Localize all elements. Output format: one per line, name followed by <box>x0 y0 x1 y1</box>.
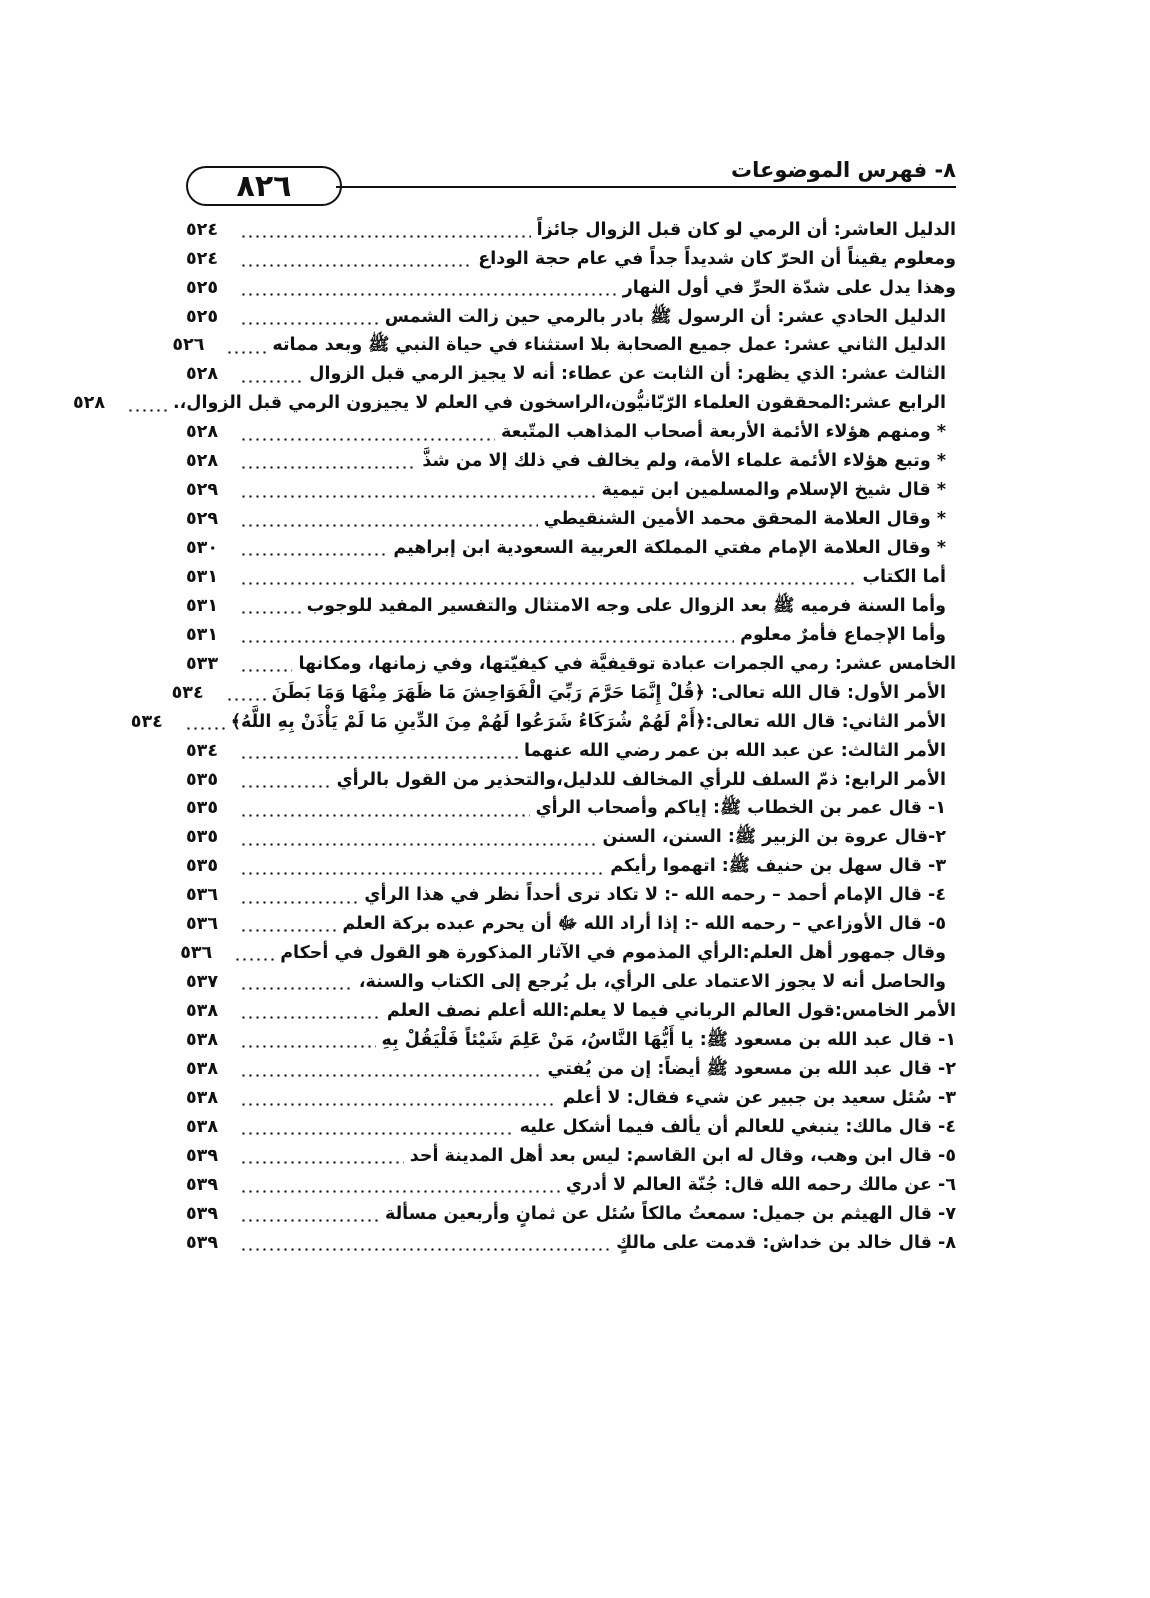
dot-leader <box>240 540 387 557</box>
toc-page-number: ٥٣٥ <box>186 856 219 877</box>
dot-leader <box>240 627 734 644</box>
dot-leader <box>240 367 303 384</box>
dot-leader <box>226 685 266 702</box>
toc-entry-text: الخامس عشر: رمي الجمرات عبادة توقيفيَّة في كيفيّتها، وفي زمانها، ومكانها <box>298 653 956 674</box>
toc-page-number: ٥٢٥ <box>186 306 219 327</box>
dot-leader <box>240 801 530 818</box>
toc-entry-text: الدليل العاشر: أن الرمي لو كان قبل الزوال جائزاً <box>536 219 956 240</box>
toc-entry[interactable] <box>186 737 956 766</box>
dot-leader <box>240 1148 404 1165</box>
toc-page-number: ٥٣٤ <box>171 682 204 703</box>
dot-leader <box>240 425 495 442</box>
toc-entry-text: الأمر الخامس:قول العالم الرباني فيما لا يعلم:الله أعلم نصف العلم <box>386 1001 956 1022</box>
toc-entry-text: الرابع عشر:المحققون العلماء الرّبّانيُّون،الراسخون في العلم لا يجيزون الرمي قبل الزوال،. <box>172 393 946 414</box>
toc-entry[interactable] <box>186 1171 956 1200</box>
toc-page-number: ٥٣١ <box>186 624 219 645</box>
page-number-badge: ٨٢٦ <box>186 166 342 206</box>
toc-page-number: ٥٣٥ <box>186 798 219 819</box>
toc-entry[interactable] <box>186 621 956 650</box>
toc-entry[interactable] <box>186 563 956 592</box>
dot-leader <box>240 569 856 586</box>
toc-entry[interactable] <box>186 853 956 882</box>
toc-page-number: ٥٢٨ <box>186 364 219 385</box>
toc-entry-text: الأمر الثالث: عن عبد الله بن عمر رضي الله عنهما <box>523 740 946 761</box>
toc-entry-text: * ومنهم هؤلاء الأئمة الأربعة أصحاب المذاهب المتّبعة <box>501 422 946 443</box>
toc-page-number: ٥٣٣ <box>186 653 219 674</box>
toc-entry-text: الدليل الثاني عشر: عمل جميع الصحابة بلا استثناء في حياة النبي ﷺ وبعد مماته <box>272 335 946 356</box>
toc-page-number: ٥٣٥ <box>186 769 219 790</box>
toc-entry[interactable] <box>186 882 956 911</box>
toc-entry-text: ٤- قال مالك: ينبغي للعالم أن يألف فيما أشكل عليه <box>519 1116 956 1137</box>
page-header <box>186 158 956 208</box>
toc-page-number: ٥٢٤ <box>186 219 219 240</box>
toc-entry-text: ٨- قال خالد بن خداش: قدمت على مالكٍ <box>616 1232 956 1253</box>
toc-entry-text: والحاصل أنه لا يجوز الاعتماد على الرأي، بل يُرجع إلى الكتاب والسنة، <box>358 972 946 993</box>
table-of-contents <box>72 216 956 1258</box>
toc-entry[interactable] <box>186 766 956 795</box>
toc-entry-text: الدليل الحادي عشر: أن الرسول ﷺ بادر بالرمي حين زالت الشمس <box>384 306 946 327</box>
toc-entry[interactable] <box>186 795 956 824</box>
toc-page-number: ٥٣٦ <box>180 943 213 964</box>
toc-entry[interactable] <box>186 911 956 940</box>
toc-entry[interactable] <box>180 939 956 968</box>
dot-leader <box>240 511 538 528</box>
dot-leader <box>240 1032 376 1049</box>
toc-page-number: ٥٢٩ <box>186 509 219 530</box>
toc-entry[interactable] <box>186 1084 956 1113</box>
dot-leader <box>240 309 379 326</box>
toc-entry[interactable] <box>186 1113 956 1142</box>
toc-page-number: ٥٣٩ <box>186 1203 219 1224</box>
toc-entry-text: ١- قال عمر بن الخطاب ﷺ: إياكم وأصحاب الرأي <box>535 798 946 819</box>
toc-entry-text: ١- قال عبد الله بن مسعود ﷺ: يا أَيُّهَا النَّاسُ، مَنْ عَلِمَ شَيْئاً فَلْيَقُلْ بِهِ <box>381 1029 956 1050</box>
toc-entry-text: وهذا يدل على شدّة الحرِّ في أول النهار <box>622 277 956 298</box>
dot-leader <box>240 222 531 239</box>
toc-entry[interactable] <box>186 592 956 621</box>
toc-entry[interactable] <box>186 505 956 534</box>
dot-leader <box>240 772 331 789</box>
dot-leader <box>240 1235 610 1252</box>
toc-entry-text: ومعلوم يقيناً أن الحرّ كان شديداً جداً في عام حجة الوداع <box>478 248 956 269</box>
toc-entry[interactable] <box>186 361 956 390</box>
toc-entry[interactable] <box>186 1055 956 1084</box>
toc-entry[interactable] <box>186 448 956 477</box>
header-rule <box>336 186 956 188</box>
dot-leader <box>127 396 167 413</box>
dot-leader <box>240 1177 560 1194</box>
toc-entry[interactable] <box>130 708 956 737</box>
toc-page-number: ٥٣٩ <box>186 1174 219 1195</box>
toc-entry-text: ٢- قال عبد الله بن مسعود ﷺ أيضاً: إن من يُفتي <box>547 1058 956 1079</box>
toc-entry-text: الأمر الثاني: قال الله تعالى:﴿أَمْ لَهُمْ شُرَكَاءُ شَرَعُوا لَهُمْ مِنَ الدِّينِ مَا لَمْ يَأْذَنْ بِهِ اللَّهُ﴾ <box>230 711 946 732</box>
toc-entry-text: ٦- عن مالك رحمه الله قال: جُنّة العالم لا أدري <box>565 1174 956 1195</box>
toc-entry[interactable] <box>186 534 956 563</box>
toc-entry[interactable] <box>186 303 956 332</box>
toc-entry-text: ٤- قال الإمام أحمد – رحمه الله -: لا تكاد ترى أحداً نظر في هذا الرأي <box>364 885 946 906</box>
dot-leader <box>240 453 416 470</box>
toc-entry-text: * وقال العلامة الإمام مفتي المملكة العربية السعودية ابن إبراهيم <box>393 538 946 559</box>
section-title: ٨- فهرس الموضوعات <box>731 158 956 182</box>
toc-entry-text: وأما السنة فرميه ﷺ بعد الزوال على وجه الامتثال والتفسير المفيد للوجوب <box>306 595 946 616</box>
toc-entry-text: ٥- قال الأوزاعي – رحمه الله -: إذا أراد الله ﷻ أن يحرم عبده بركة العلم <box>342 914 946 935</box>
toc-page-number: ٥٢٨ <box>72 393 106 414</box>
toc-page-number: ٥٣٤ <box>130 711 163 732</box>
toc-page-number: ٥٣٦ <box>186 914 219 935</box>
toc-entry[interactable] <box>186 419 956 448</box>
toc-entry-text: الأمر الرابع: ذمّ السلف للرأي المخالف للدليل،والتحذير من القول بالرأي <box>336 769 946 790</box>
dot-leader <box>240 280 617 297</box>
dot-leader <box>240 916 336 933</box>
dot-leader <box>240 1119 514 1136</box>
toc-entry[interactable] <box>186 650 956 679</box>
toc-page-number: ٥٢٩ <box>186 480 219 501</box>
toc-page-number: ٥٣٨ <box>186 1087 219 1108</box>
toc-page-number: ٥٣٠ <box>186 538 219 559</box>
dot-leader <box>240 743 518 760</box>
toc-entry-text: وقال جمهور أهل العلم:الرأي المذموم في الآثار المذكورة هو القول في أحكام <box>280 943 946 964</box>
toc-entry-text: * وتبع هؤلاء الأئمة علماء الأمة، ولم يخالف في ذلك إلا من شذَّ <box>422 451 946 472</box>
dot-leader <box>240 859 604 876</box>
dot-leader <box>240 1090 557 1107</box>
dot-leader <box>240 598 301 615</box>
toc-entry[interactable] <box>186 997 956 1026</box>
toc-entry[interactable] <box>186 245 956 274</box>
dot-leader <box>240 830 597 847</box>
toc-page-number: ٥٣٨ <box>186 1001 219 1022</box>
toc-page-number: ٥٣٨ <box>186 1058 219 1079</box>
toc-entry[interactable] <box>72 390 956 419</box>
dot-leader <box>226 338 266 355</box>
toc-page-number: ٥٣٦ <box>186 885 219 906</box>
toc-entry-text: ٣- قال سهل بن حنيف ﷺ: اتهموا رأيكم <box>610 856 946 877</box>
dot-leader <box>240 1061 542 1078</box>
toc-entry-text: الأمر الأول: قال الله تعالى: ﴿قُلْ إِنَّمَا حَرَّمَ رَبِّيَ الْفَوَاحِشَ مَا ظَهَرَ مِنْهَا وَمَا بَطَنَ <box>271 682 946 703</box>
dot-leader <box>234 945 274 962</box>
toc-page-number: ٥٣٤ <box>186 740 219 761</box>
toc-entry[interactable] <box>172 332 956 361</box>
dot-leader <box>240 888 358 905</box>
toc-entry[interactable] <box>186 274 956 303</box>
toc-page-number: ٥٣١ <box>186 595 219 616</box>
toc-entry[interactable] <box>186 216 956 245</box>
toc-page-number: ٥٢٤ <box>186 248 219 269</box>
toc-entry-text: ٥- قال ابن وهب، وقال له ابن القاسم: ليس بعد أهل المدينة أحد <box>409 1145 956 1166</box>
toc-entry[interactable] <box>186 824 956 853</box>
toc-page-number: ٥٢٨ <box>186 451 219 472</box>
toc-entry-text: ٣- سُئل سعيد بن جبير عن شيء فقال: لا أعلم <box>562 1087 956 1108</box>
toc-entry[interactable] <box>171 679 956 708</box>
toc-entry-text: * وقال العلامة المحقق محمد الأمين الشنقيطي <box>543 509 946 530</box>
toc-page-number: ٥٣٨ <box>186 1116 219 1137</box>
dot-leader <box>240 656 292 673</box>
dot-leader <box>240 1003 381 1020</box>
toc-entry[interactable] <box>186 1026 956 1055</box>
toc-page-number: ٥٣٩ <box>186 1145 219 1166</box>
toc-page-number: ٥٣١ <box>186 566 219 587</box>
toc-entry[interactable] <box>186 1200 956 1229</box>
dot-leader <box>240 1206 379 1223</box>
toc-entry[interactable] <box>186 476 956 505</box>
toc-entry-text: ٧- قال الهيثم بن جميل: سمعتُ مالكاً سُئل عن ثمانٍ وأربعين مسألة <box>385 1203 956 1224</box>
dot-leader <box>240 482 595 499</box>
toc-entry-text: ٢-قال عروة بن الزبير ﷺ: السنن، السنن <box>602 827 946 848</box>
toc-page-number: ٥٢٥ <box>186 277 219 298</box>
toc-entry-text: أما الكتاب <box>862 566 946 587</box>
toc-page-number: ٥٣٨ <box>186 1029 219 1050</box>
toc-page-number: ٥٣٩ <box>186 1232 219 1253</box>
toc-entry[interactable] <box>186 1142 956 1171</box>
dot-leader <box>240 251 472 268</box>
dot-leader <box>240 974 353 991</box>
toc-page-number: ٥٣٧ <box>186 972 219 993</box>
toc-entry-text: الثالث عشر: الذي يظهر: أن الثابت عن عطاء: أنه لا يجيز الرمي قبل الزوال <box>309 364 946 385</box>
toc-page-number: ٥٢٦ <box>172 335 205 356</box>
toc-page-number: ٥٣٥ <box>186 827 219 848</box>
toc-entry[interactable] <box>186 1229 956 1258</box>
toc-page-number: ٥٢٨ <box>186 422 219 443</box>
dot-leader <box>185 714 225 731</box>
toc-entry[interactable] <box>186 968 956 997</box>
toc-entry-text: * قال شيخ الإسلام والمسلمين ابن تيمية <box>601 480 946 501</box>
toc-entry-text: وأما الإجماع فأمرٌ معلوم <box>740 624 946 645</box>
